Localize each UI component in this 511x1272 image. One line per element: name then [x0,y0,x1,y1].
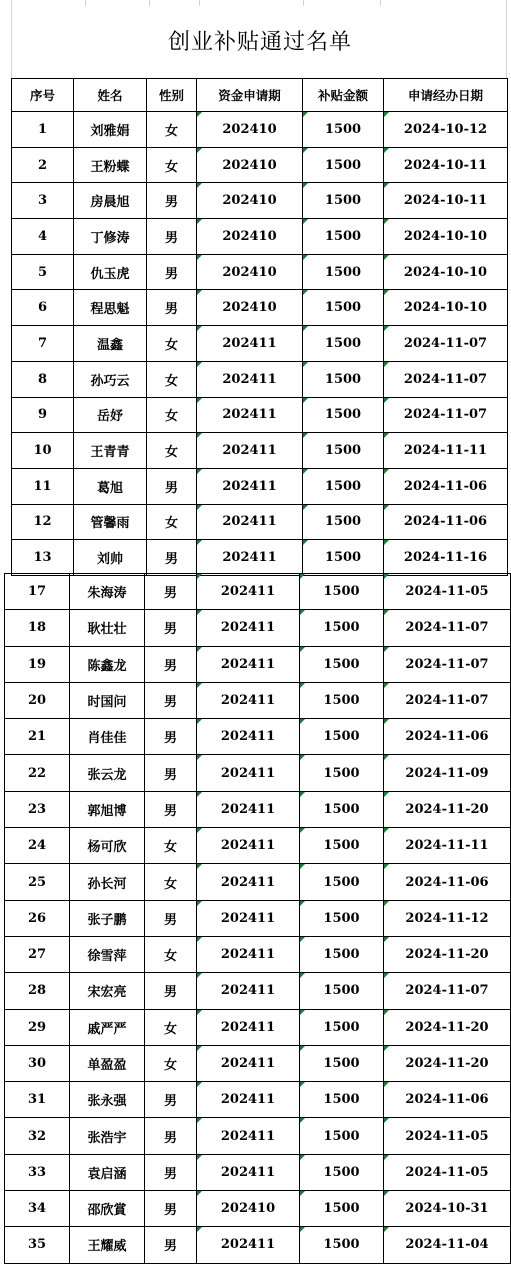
table-row [5,610,511,646]
cell-gender[interactable]: 女 [145,1009,197,1045]
cell-apply-period[interactable]: 202411 [197,936,300,972]
cell-name[interactable]: 温鑫 [74,326,147,362]
cell-amount[interactable]: 1500 [300,1227,384,1263]
cell-index[interactable]: 10 [12,433,74,469]
cell-index[interactable]: 4 [12,219,74,255]
cell-name[interactable]: 王青青 [74,433,147,469]
cell-amount[interactable]: 1500 [300,791,384,827]
column-gridline [380,0,381,6]
cell-index[interactable]: 31 [5,1082,70,1118]
cell-index[interactable]: 3 [12,183,74,219]
subsidy-table-bottom [4,573,511,1264]
cell-gender[interactable]: 男 [145,1191,197,1227]
cell-gender[interactable]: 男 [147,290,197,326]
table-row [5,646,511,682]
cell-gender[interactable]: 男 [145,755,197,791]
cell-name[interactable]: 王耀威 [70,1227,145,1263]
table-row [12,468,508,504]
cell-amount[interactable]: 1500 [300,646,384,682]
subsidy-table-top [11,78,508,576]
cell-process-date[interactable]: 2024-11-07 [384,397,508,433]
cell-amount[interactable]: 1500 [300,864,384,900]
cell-index[interactable]: 23 [5,791,70,827]
cell-apply-period[interactable]: 202411 [197,610,300,646]
cell-process-date[interactable]: 2024-11-11 [384,433,508,469]
cell-amount[interactable]: 1500 [303,504,384,540]
lower-sheet [4,573,511,1272]
cell-name[interactable]: 刘帅 [74,540,147,576]
cell-process-date[interactable]: 2024-11-07 [384,326,508,362]
cell-amount[interactable]: 1500 [300,1191,384,1227]
cell-apply-period[interactable]: 202411 [197,864,300,900]
cell-apply-period[interactable]: 202410 [197,112,303,148]
cell-name[interactable]: 徐雪萍 [70,936,145,972]
title-cell[interactable] [11,0,507,79]
cell-gender[interactable]: 男 [145,719,197,755]
cell-apply-period[interactable]: 202411 [197,433,303,469]
cell-gender[interactable]: 男 [147,219,197,255]
cell-apply-period[interactable]: 202411 [197,646,300,682]
cell-apply-period[interactable]: 202410 [197,183,303,219]
cell-amount[interactable]: 1500 [303,112,384,148]
cell-process-date[interactable]: 2024-11-07 [384,610,511,646]
cell-name[interactable]: 杨可欣 [70,828,145,864]
table-row [5,1227,511,1263]
cell-name[interactable]: 张子鹏 [70,900,145,936]
cell-amount[interactable]: 1500 [300,936,384,972]
table-row [12,112,508,148]
cell-index[interactable]: 25 [5,864,70,900]
cell-apply-period[interactable]: 202410 [197,147,303,183]
cell-gender[interactable]: 女 [147,397,197,433]
cell-name[interactable]: 陈鑫龙 [70,646,145,682]
cell-name[interactable]: 丁修涛 [74,219,147,255]
cell-name[interactable]: 管馨雨 [74,504,147,540]
cell-index[interactable]: 11 [12,468,74,504]
cell-process-date[interactable]: 2024-11-20 [384,791,511,827]
cell-amount[interactable]: 1500 [300,574,384,610]
cell-amount[interactable]: 1500 [303,433,384,469]
table-row [5,1009,511,1045]
cell-name[interactable]: 房晨旭 [74,183,147,219]
table-row [5,719,511,755]
cell-index[interactable]: 8 [12,361,74,397]
cell-gender[interactable]: 女 [147,326,197,362]
cell-amount[interactable]: 1500 [300,1082,384,1118]
table-row [5,574,511,610]
cell-amount[interactable]: 1500 [300,828,384,864]
cell-index[interactable]: 17 [5,574,70,610]
cell-name[interactable]: 单盈盈 [70,1045,145,1081]
cell-gender[interactable]: 男 [145,973,197,1009]
cell-amount[interactable]: 1500 [303,183,384,219]
column-gridline [303,0,304,6]
cell-apply-period[interactable]: 202411 [197,1045,300,1081]
cell-apply-period[interactable]: 202411 [197,504,303,540]
cell-gender[interactable]: 男 [147,183,197,219]
cell-name[interactable]: 孙巧云 [74,361,147,397]
table-row [5,1045,511,1081]
table-row [12,540,508,576]
upper-sheet [11,0,507,573]
cell-index[interactable]: 7 [12,326,74,362]
cell-name[interactable]: 刘雅娟 [74,112,147,148]
cell-amount[interactable]: 1500 [303,290,384,326]
cell-gender[interactable]: 男 [145,646,197,682]
table-row [5,1118,511,1154]
column-gridline [149,0,150,6]
cell-name[interactable]: 时国问 [70,682,145,718]
cell-name[interactable]: 岳妤 [74,397,147,433]
header-amount[interactable]: 补贴金额 [303,79,384,112]
cell-name[interactable]: 孙长河 [70,864,145,900]
cell-gender[interactable]: 女 [145,864,197,900]
cell-process-date[interactable]: 2024-11-06 [384,468,508,504]
cell-index[interactable]: 34 [5,1191,70,1227]
table-row [12,433,508,469]
cell-gender[interactable]: 男 [145,791,197,827]
table-row [5,791,511,827]
cell-gender[interactable]: 男 [145,682,197,718]
table-row [12,254,508,290]
table-row [5,1154,511,1190]
header-process-date[interactable]: 申请经办日期 [384,79,508,112]
cell-process-date[interactable]: 2024-11-16 [384,540,508,576]
cell-amount[interactable]: 1500 [300,719,384,755]
cell-apply-period[interactable]: 202411 [197,791,300,827]
cell-process-date[interactable]: 2024-11-09 [384,755,511,791]
cell-amount[interactable]: 1500 [300,682,384,718]
cell-apply-period[interactable]: 202411 [197,1118,300,1154]
cell-index[interactable]: 9 [12,397,74,433]
cell-process-date[interactable]: 2024-10-12 [384,112,508,148]
cell-process-date[interactable]: 2024-11-20 [384,936,511,972]
cell-gender[interactable]: 男 [145,1118,197,1154]
cell-name[interactable]: 肖佳佳 [70,719,145,755]
cell-apply-period[interactable]: 202410 [197,290,303,326]
cell-process-date[interactable]: 2024-10-11 [384,183,508,219]
cell-process-date[interactable]: 2024-11-05 [384,1154,511,1190]
cell-apply-period[interactable]: 202411 [197,574,300,610]
cell-process-date[interactable]: 2024-11-07 [384,973,511,1009]
table-row [12,183,508,219]
cell-name[interactable]: 张永强 [70,1082,145,1118]
cell-index[interactable]: 21 [5,719,70,755]
cell-gender[interactable]: 男 [145,900,197,936]
cell-apply-period[interactable]: 202411 [197,397,303,433]
cell-amount[interactable]: 1500 [303,254,384,290]
cell-apply-period[interactable]: 202411 [197,326,303,362]
cell-process-date[interactable]: 2024-10-10 [384,219,508,255]
cell-gender[interactable]: 男 [145,610,197,646]
cell-index[interactable]: 27 [5,936,70,972]
header-name[interactable]: 姓名 [74,79,147,112]
cell-name[interactable]: 邵欣賞 [70,1191,145,1227]
column-gridline [199,0,200,6]
cell-gender[interactable]: 女 [147,433,197,469]
table-row [5,1191,511,1227]
cell-index[interactable]: 1 [12,112,74,148]
cell-index[interactable]: 20 [5,682,70,718]
cell-apply-period[interactable]: 202411 [197,828,300,864]
table-row [5,973,511,1009]
cell-apply-period[interactable]: 202411 [197,1082,300,1118]
cell-gender[interactable]: 女 [145,1045,197,1081]
cell-index[interactable]: 26 [5,900,70,936]
cell-index[interactable]: 30 [5,1045,70,1081]
table-row [5,864,511,900]
cell-process-date[interactable]: 2024-11-05 [384,1118,511,1154]
cell-name[interactable]: 葛旭 [74,468,147,504]
cell-gender[interactable]: 女 [147,112,197,148]
cell-amount[interactable]: 1500 [303,397,384,433]
cell-process-date[interactable]: 2024-11-07 [384,682,511,718]
cell-amount[interactable]: 1500 [300,1154,384,1190]
cell-gender[interactable]: 男 [145,1082,197,1118]
cell-process-date[interactable]: 2024-10-10 [384,254,508,290]
cell-index[interactable]: 24 [5,828,70,864]
cell-name[interactable]: 张浩宇 [70,1118,145,1154]
cell-apply-period[interactable]: 202411 [197,755,300,791]
cell-index[interactable]: 33 [5,1154,70,1190]
cell-amount[interactable]: 1500 [300,900,384,936]
cell-apply-period[interactable]: 202411 [197,468,303,504]
cell-apply-period[interactable]: 202410 [197,254,303,290]
cell-apply-period[interactable]: 202411 [197,900,300,936]
cell-apply-period[interactable]: 202411 [197,1227,300,1263]
table-row [5,936,511,972]
cell-amount[interactable]: 1500 [300,755,384,791]
cell-index[interactable]: 28 [5,973,70,1009]
cell-amount[interactable]: 1500 [303,540,384,576]
header-row [12,79,508,112]
cell-name[interactable]: 袁启涵 [70,1154,145,1190]
table-row [12,219,508,255]
cell-process-date[interactable]: 2024-11-07 [384,646,511,682]
cell-name[interactable]: 程思魁 [74,290,147,326]
cell-amount[interactable]: 1500 [303,326,384,362]
cell-name[interactable]: 宋宏亮 [70,973,145,1009]
cell-amount[interactable]: 1500 [303,219,384,255]
cell-name[interactable]: 戚严严 [70,1009,145,1045]
cell-process-date[interactable]: 2024-11-06 [384,504,508,540]
cell-gender[interactable]: 女 [147,361,197,397]
cell-gender[interactable]: 男 [147,254,197,290]
table-row [12,290,508,326]
cell-index[interactable]: 2 [12,147,74,183]
column-gridline [85,0,86,6]
table-row [5,828,511,864]
cell-index[interactable]: 5 [12,254,74,290]
cell-apply-period[interactable]: 202410 [197,219,303,255]
cell-process-date[interactable]: 2024-11-12 [384,900,511,936]
cell-name[interactable]: 王粉蝶 [74,147,147,183]
cell-index[interactable]: 29 [5,1009,70,1045]
cell-process-date[interactable]: 2024-10-31 [384,1191,511,1227]
cell-gender[interactable]: 女 [145,936,197,972]
cell-name[interactable]: 张云龙 [70,755,145,791]
cell-process-date[interactable]: 2024-10-11 [384,147,508,183]
cell-process-date[interactable]: 2024-11-20 [384,1045,511,1081]
table-row [5,755,511,791]
cell-apply-period[interactable]: 202411 [197,719,300,755]
cell-amount[interactable]: 1500 [300,1118,384,1154]
cell-index[interactable]: 6 [12,290,74,326]
cell-gender[interactable]: 女 [145,828,197,864]
cell-process-date[interactable]: 2024-11-07 [384,361,508,397]
cell-apply-period[interactable]: 202411 [197,1009,300,1045]
table-row [12,147,508,183]
cell-index[interactable]: 35 [5,1227,70,1263]
table-row [12,504,508,540]
cell-process-date[interactable]: 2024-11-06 [384,719,511,755]
cell-index[interactable]: 19 [5,646,70,682]
cell-amount[interactable]: 1500 [300,973,384,1009]
cell-process-date[interactable]: 2024-11-06 [384,1082,511,1118]
cell-amount[interactable]: 1500 [300,1009,384,1045]
table-row [12,326,508,362]
cell-process-date[interactable]: 2024-10-10 [384,290,508,326]
cell-name[interactable]: 郭旭博 [70,791,145,827]
cell-name[interactable]: 仇玉虎 [74,254,147,290]
cell-gender[interactable]: 男 [145,574,197,610]
cell-amount[interactable]: 1500 [303,361,384,397]
cell-name[interactable]: 朱海涛 [70,574,145,610]
cell-apply-period[interactable]: 202410 [197,1191,300,1227]
cell-index[interactable]: 22 [5,755,70,791]
cell-process-date[interactable]: 2024-11-06 [384,864,511,900]
cell-index[interactable]: 13 [12,540,74,576]
cell-process-date[interactable]: 2024-11-20 [384,1009,511,1045]
cell-apply-period[interactable]: 202411 [197,1154,300,1190]
cell-gender[interactable]: 男 [147,540,197,576]
cell-gender[interactable]: 男 [145,1227,197,1263]
cell-name[interactable]: 耿壮壮 [70,610,145,646]
table-row [5,682,511,718]
header-apply-period[interactable]: 资金申请期 [197,79,303,112]
cell-amount[interactable]: 1500 [300,610,384,646]
cell-amount[interactable]: 1500 [303,468,384,504]
cell-apply-period[interactable]: 202411 [197,540,303,576]
table-row [12,397,508,433]
cell-gender[interactable]: 女 [147,504,197,540]
cell-apply-period[interactable]: 202411 [197,361,303,397]
cell-index[interactable]: 32 [5,1118,70,1154]
header-index[interactable]: 序号 [12,79,74,112]
cell-amount[interactable]: 1500 [300,1045,384,1081]
cell-process-date[interactable]: 2024-11-04 [384,1227,511,1263]
cell-apply-period[interactable]: 202411 [197,973,300,1009]
cell-gender[interactable]: 男 [145,1154,197,1190]
table-row [5,900,511,936]
cell-process-date[interactable]: 2024-11-05 [384,574,511,610]
header-gender[interactable]: 性别 [147,79,197,112]
table-row [5,1082,511,1118]
cell-gender[interactable]: 女 [147,147,197,183]
cell-index[interactable]: 12 [12,504,74,540]
cell-process-date[interactable]: 2024-11-11 [384,828,511,864]
cell-gender[interactable]: 男 [147,468,197,504]
cell-index[interactable]: 18 [5,610,70,646]
table-row [12,361,508,397]
page-title: 创业补贴通过名单 [167,30,352,55]
cell-amount[interactable]: 1500 [303,147,384,183]
cell-apply-period[interactable]: 202411 [197,682,300,718]
